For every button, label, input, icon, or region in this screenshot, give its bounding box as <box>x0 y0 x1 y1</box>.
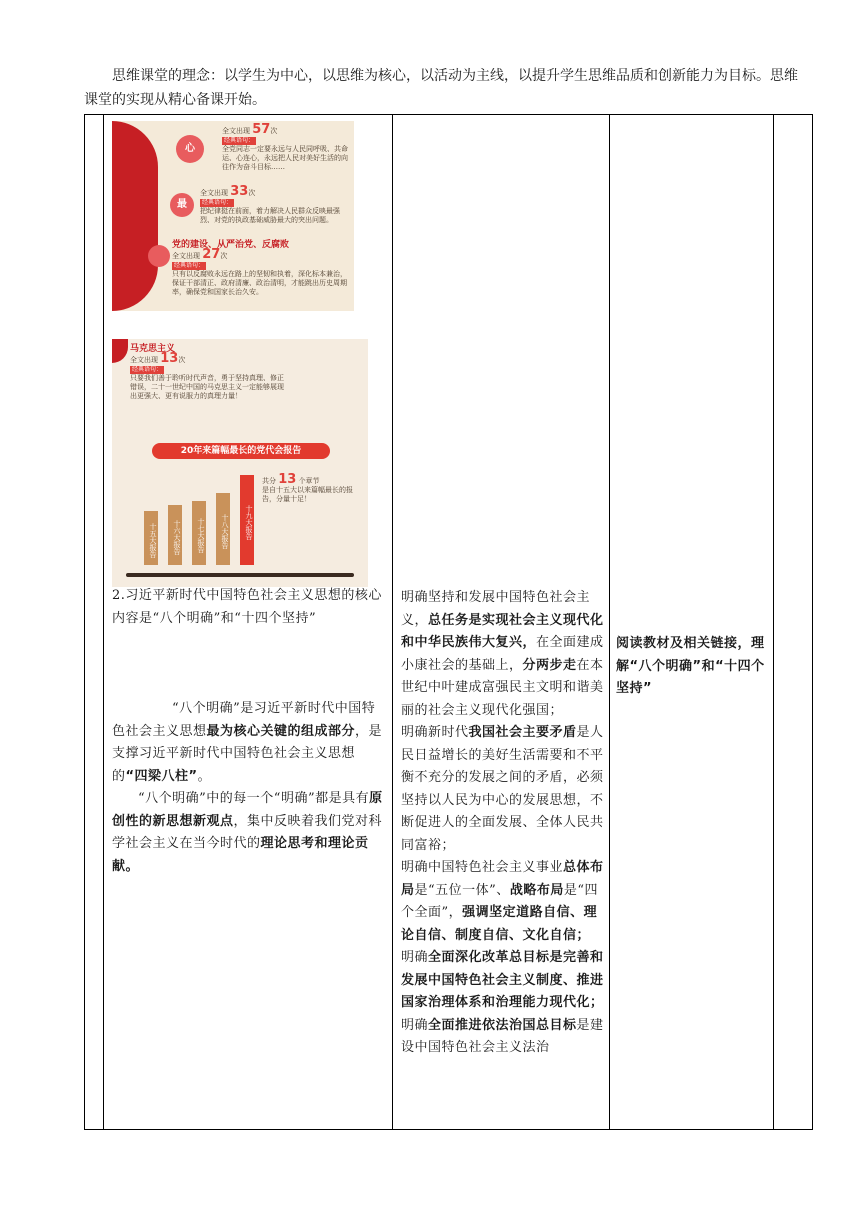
text-run-bold: 战略布局 <box>509 882 564 898</box>
paragraph <box>401 857 605 947</box>
lesson-table <box>84 114 813 1130</box>
paragraph <box>112 698 386 788</box>
text-run: 是建设中国特色社会主义法治 <box>401 1017 604 1055</box>
text-run: 是“四个全面”， <box>401 882 598 920</box>
count-unit: 次 <box>270 127 278 135</box>
quote-text: 全党同志一定要永远与人民同呼吸、共命运、心连心，永远把人民对美好生活的向往作为奋斗目标…… <box>222 145 348 171</box>
quote-tag: 经典语句： <box>132 366 163 373</box>
report-banner: 20年来篇幅最长的党代会报告 <box>152 443 330 459</box>
page-header <box>84 64 804 112</box>
col-activity-cell <box>610 115 774 1130</box>
circle-badge: 心 <box>176 135 204 163</box>
count-label: 全文出现 <box>222 127 250 135</box>
text-run-bold: 总体布局 <box>401 860 604 898</box>
circle-badge: 最 <box>170 193 194 217</box>
report-bar: 十六大报告 <box>168 505 182 565</box>
quote-tag: 经典语句： <box>202 199 233 206</box>
text-run-bold: 强调坚定道路自信、理论自信、制度自信、文化自信； <box>401 905 598 943</box>
text-run: “八个明确”中的每一个“明确”都是具有 <box>138 791 370 806</box>
text-run-bold: 最为核心关键的组成部分 <box>206 723 356 739</box>
chapters-number: 13 <box>278 472 297 487</box>
count-label: 全文出现 <box>200 189 228 197</box>
quote-text: 只要我们善于聆听时代声音，勇于坚持真理、修正错误，二十一世纪中国的马克思主义一定能够展现出更强大、更有说服力的真理力量！ <box>130 374 284 400</box>
col-notes-cell <box>774 115 813 1130</box>
keyword-title: 党的建设、从严治党、反腐败 <box>172 240 290 250</box>
count-unit: 次 <box>248 189 256 197</box>
text-run-bold: 阅读教材及相关链接，理解“八个明确”和“十四个坚持” <box>616 636 765 696</box>
paragraph <box>401 1015 605 1060</box>
text-run: ，是支撑习近平新时代中国特色社会主义思想的 <box>112 723 383 784</box>
text-run-bold: 总任务是实现社会主义现代化和中华民族伟大复兴， <box>401 612 604 650</box>
text-run-bold: “四梁八柱” <box>125 768 198 784</box>
header-text: 思维课堂的理念：以学生为中心，以思维为核心，以活动为主线，以提升学生思维品质和创新能力为目标。思维课堂的实现从精心备课开始。 <box>84 68 798 108</box>
col-content-cell <box>104 115 393 1130</box>
count-unit: 次 <box>220 252 228 260</box>
circle-dot-decoration <box>148 245 170 267</box>
text-run: 明确中国特色社会主义事业 <box>401 860 564 875</box>
text-run-bold: 全面深化改革总目标是完善和发展中国特色社会主义制度、推进国家治理体系和治理能力现代化； <box>401 950 604 1010</box>
report-bar: 十八大报告 <box>216 493 230 565</box>
col-explain-cell <box>393 115 610 1130</box>
count-label: 全文出现 <box>172 252 200 260</box>
quote-text: 把纪律挺在前面，着力解决人民群众反映最强烈、对党的执政基础威胁最大的突出问题。 <box>200 207 340 224</box>
red-ribbon-decoration <box>112 121 158 311</box>
quote-tag: 经典语句： <box>174 262 205 269</box>
chapters-block <box>262 472 362 504</box>
text-run: ，集中反映着我们党对科学社会主义在当今时代的 <box>112 813 383 851</box>
text-run-bold: 分两步走 <box>522 657 577 673</box>
paragraph <box>616 633 769 701</box>
infographic-keywords-image <box>112 121 354 311</box>
text-run: 明确 <box>401 950 429 965</box>
chapters-unit: 个章节 <box>298 477 320 485</box>
red-ribbon-decoration <box>112 339 128 363</box>
infographic-report-image <box>112 339 368 587</box>
text-run: 。 <box>197 768 212 784</box>
col-index-cell <box>85 115 104 1130</box>
text-run: 是人民日益增长的美好生活需要和不平衡不充分的发展之间的矛盾，必须坚持以人民为中心的发展思想，不断促进人的全面发展、全体人民共同富裕； <box>401 725 604 853</box>
report-bar: 十五大报告 <box>144 511 158 565</box>
spacer <box>112 630 386 698</box>
chapters-note: 是自十五大以来篇幅最长的报告，分量十足！ <box>262 486 353 503</box>
content-text <box>104 585 392 878</box>
keyword-block-3 <box>172 241 350 297</box>
paragraph <box>112 788 386 878</box>
keyword-block-1 <box>222 122 348 172</box>
text-run-bold: 全面推进依法治国总目标 <box>428 1017 577 1033</box>
text-run: “八个明确”是习近平新时代中国特色社会主义思想 <box>112 701 376 739</box>
count-unit: 次 <box>178 356 186 364</box>
quote-text: 只有以反腐败永远在路上的坚韧和执着，深化标本兼治，保证干部清正、政府清廉、政治清明，才能跳出历史周期率，确保党和国家长治久安。 <box>172 270 347 296</box>
chapters-pre: 共分 <box>262 477 276 485</box>
text-run-bold: 我国社会主要矛盾 <box>468 725 577 740</box>
explain-text <box>393 587 609 1060</box>
quote-tag: 经典语句： <box>224 137 255 144</box>
text-run: 是“五位一体”、 <box>414 882 510 898</box>
activity-text <box>610 633 773 701</box>
count-value: 57 <box>252 122 271 137</box>
count-value: 27 <box>202 247 221 262</box>
text-run: 明确 <box>401 1017 429 1033</box>
section-heading: 2.习近平新时代中国特色社会主义思想的核心内容是“八个明确”和“十四个坚持” <box>112 588 382 626</box>
marxism-block <box>130 345 290 401</box>
text-run: 在本世纪中叶建成富强民主文明和谐美丽的社会主义现代化强国； <box>401 657 604 718</box>
report-bar: 十七大报告 <box>192 501 206 565</box>
count-label: 全文出现 <box>130 356 158 364</box>
paragraph <box>401 947 605 1015</box>
count-value: 33 <box>230 184 249 199</box>
paragraph <box>401 587 605 722</box>
text-run: 明确新时代 <box>401 725 469 740</box>
text-run-bold: 原创性的新思想新观点 <box>112 791 383 829</box>
book-base-decoration <box>126 573 354 577</box>
table-row <box>85 115 813 1130</box>
text-run: 明确坚持和发展中国特色社会主义， <box>401 590 591 628</box>
text-run: 在全面建成小康社会的基础上， <box>401 635 604 673</box>
paragraph <box>401 722 605 857</box>
keyword-title: 马克思主义 <box>130 344 176 354</box>
text-run-bold: 理论思考和理论贡献。 <box>112 836 369 874</box>
keyword-block-2 <box>200 184 350 225</box>
count-value: 13 <box>160 351 179 366</box>
report-bar: 十九大报告 <box>240 475 254 565</box>
